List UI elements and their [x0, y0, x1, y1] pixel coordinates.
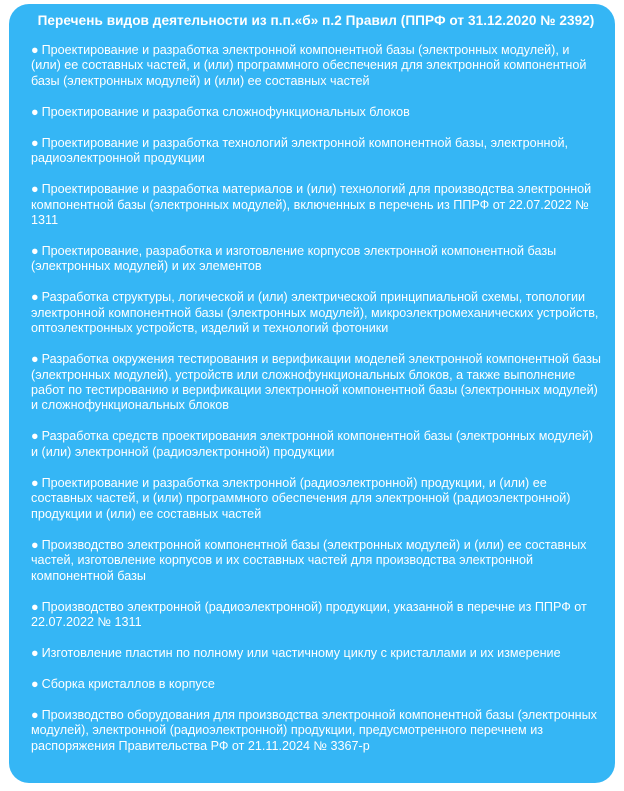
list-item-text: Сборка кристаллов в корпусе	[41, 676, 215, 691]
bullet-icon: ●	[31, 104, 39, 119]
bullet-icon: ●	[31, 290, 39, 305]
list-item	[31, 290, 601, 336]
list-item-text: Разработка структуры, логической и (или) электрической принципиальной схемы, топологии электронной компонентной базы (электронных модулей), микроэлектромеханических устройств, оптоэлектронных устройств, изделий и технологий фотоники	[31, 290, 599, 336]
list-item	[31, 136, 601, 167]
list-item-text: Проектирование и разработка электронной (радиоэлектронной) продукции, и (или) ее составных частей, и (или) программного обеспечения для электронной (радиоэлектронной) продукции и (или) ее составных частей	[31, 475, 571, 521]
bullet-icon: ●	[31, 707, 39, 722]
list-item-text: Производство электронной компонентной базы (электронных модулей) и (или) ее составных частей, изготовление корпусов и их составных частей для производства электронной компонентной базы	[31, 537, 587, 583]
activity-list-card	[9, 4, 615, 783]
list-item	[31, 244, 601, 275]
list-item-text: Разработка окружения тестирования и верификации моделей электронной компонентной базы (электронных модулей), устройств или сложнофункциональных блоков, а также выполнение работ по тестированию и верификации электронной компонентной базы (электронных модулей) и сложнофункциональных блоков	[31, 352, 601, 413]
list-item	[31, 182, 601, 228]
list-item	[31, 708, 601, 754]
list-item	[31, 600, 601, 631]
list-item-text: Разработка средств проектирования электронной компонентной базы (электронных модулей) и (или) электронной (радиоэлектронной) продукции	[31, 429, 594, 459]
bullet-icon: ●	[31, 429, 39, 444]
bullet-icon: ●	[31, 135, 39, 150]
list-item-text: Производство оборудования для производства электронной компонентной базы (электронных модулей), электронной (радиоэлектронной) продукции, предусмотренного перечнем из распоряжения Правительства РФ от 21.11.2024 № 3367-р	[31, 707, 597, 753]
activity-list	[31, 43, 601, 754]
list-item	[31, 476, 601, 522]
list-item-text: Производство электронной (радиоэлектронной) продукции, указанной в перечне из ППРФ от 22.07.2022 № 1311	[31, 599, 587, 629]
list-item-text: Проектирование и разработка электронной компонентной базы (электронных модулей), и (или) ее составных частей, и (или) программного обеспечения для электронной компонентной базы (электронных модулей) и (или) ее составных частей	[31, 43, 587, 88]
list-item	[31, 646, 601, 661]
list-item	[31, 105, 601, 120]
card-title: Перечень видов деятельности из п.п.«б» п.2 Правил (ППРФ от 31.12.2020 № 2392)	[37, 13, 595, 28]
list-item-text: Изготовление пластин по полному или частичному циклу с кристаллами и их измерение	[41, 645, 561, 660]
bullet-icon: ●	[31, 645, 39, 660]
bullet-icon: ●	[31, 43, 39, 57]
list-item	[31, 352, 601, 414]
bullet-icon: ●	[31, 537, 39, 552]
bullet-icon: ●	[31, 182, 39, 197]
list-item	[31, 43, 601, 89]
list-item-text: Проектирование и разработка технологий электронной компонентной базы, электронной, радиоэлектронной продукции	[31, 135, 569, 166]
bullet-icon: ●	[31, 244, 39, 259]
bullet-icon: ●	[31, 352, 39, 367]
list-item-text: Проектирование, разработка и изготовление корпусов электронной компонентной базы (электронных модулей) и их элементов	[31, 244, 557, 274]
list-item-text: Проектирование и разработка материалов и (или) технологий для производства электронной компонентной базы (электронных модулей), включенных в перечень из ППРФ от 22.07.2022 № 1311	[31, 182, 592, 228]
bullet-icon: ●	[31, 475, 39, 490]
list-item-text: Проектирование и разработка сложнофункциональных блоков	[41, 104, 410, 119]
bullet-icon: ●	[31, 676, 39, 691]
bullet-icon: ●	[31, 599, 39, 614]
list-item	[31, 538, 601, 584]
list-item	[31, 677, 601, 692]
list-item	[31, 429, 601, 460]
